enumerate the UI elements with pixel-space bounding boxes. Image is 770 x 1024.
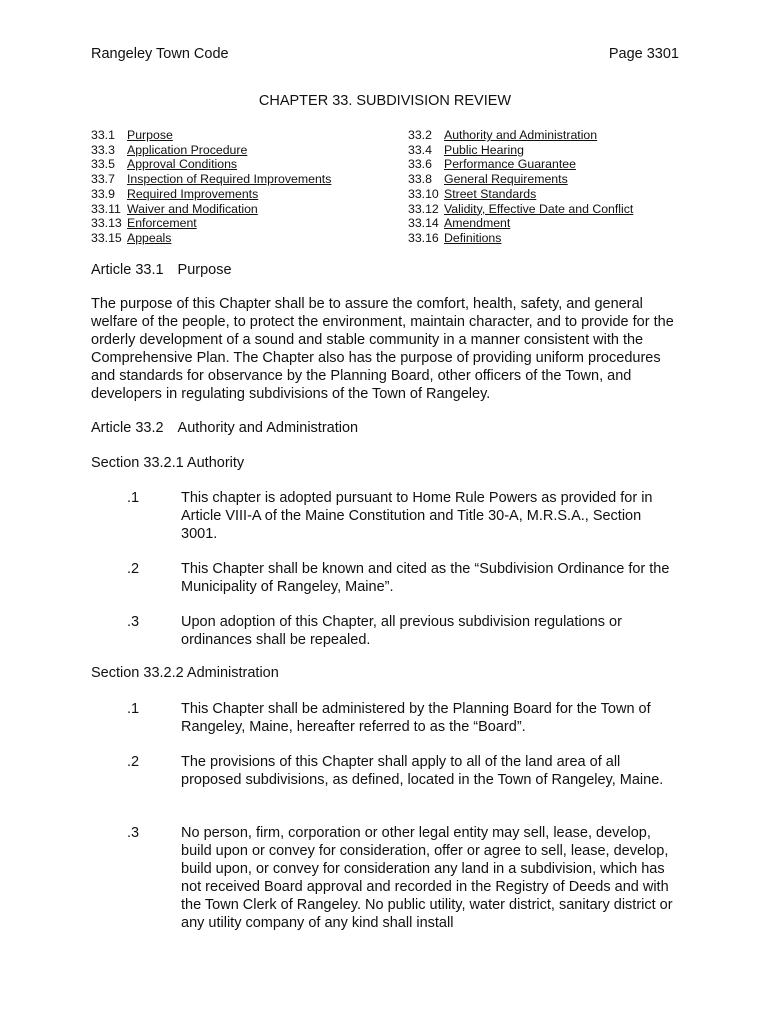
toc-link-street-standards[interactable]: Street Standards <box>444 186 537 201</box>
item-text: This Chapter shall be administered by the Planning Board for the Town of Rangeley, Maine, hereafter referred to as the “Board”. <box>181 701 651 735</box>
toc-number: 33.7 <box>91 172 115 187</box>
toc-entry <box>91 172 331 187</box>
toc-number: 33.2 <box>408 128 432 142</box>
toc-link-public-hearing[interactable]: Public Hearing <box>444 142 524 157</box>
toc-right-column <box>408 128 633 246</box>
item-text: This chapter is adopted pursuant to Home Rule Powers as provided for in Article VIII-A of the Maine Constitution and Title 30-A, M.R.S.A., Section 3001. <box>181 490 653 542</box>
toc-link-definitions[interactable]: Definitions <box>444 230 502 245</box>
toc-link-enforcement[interactable]: Enforcement <box>127 216 197 231</box>
toc-link-appeals[interactable]: Appeals <box>127 230 172 245</box>
header-page-number: Page 3301 <box>608 46 679 62</box>
item-number: .3 <box>127 614 140 630</box>
section-33-2-2-heading: Section 33.2.2 Administration <box>91 665 279 681</box>
toc-entry <box>408 143 633 158</box>
item-text: This Chapter shall be known and cited as the “Subdivision Ordinance for the Municipality of Rangeley, Maine”. <box>181 561 670 595</box>
toc-entry <box>91 143 331 158</box>
header-title: Rangeley Town Code <box>91 46 229 62</box>
toc-number: 33.1 <box>91 128 115 142</box>
toc-entry <box>408 231 633 246</box>
toc-entry <box>408 128 633 143</box>
toc-number: 33.16 <box>408 230 439 245</box>
toc-number: 33.15 <box>91 230 122 245</box>
item-number: .1 <box>127 701 140 717</box>
toc-link-inspection[interactable]: Inspection of Required Improvements <box>127 172 332 187</box>
toc-left-column <box>91 128 331 246</box>
toc-number: 33.3 <box>91 142 115 157</box>
toc-entry <box>408 187 633 202</box>
toc-number: 33.4 <box>408 142 432 157</box>
toc-link-waiver[interactable]: Waiver and Modification <box>127 201 258 216</box>
toc-number: 33.8 <box>408 172 432 187</box>
article-number: Article 33.1 <box>91 262 164 278</box>
toc-entry <box>91 128 331 143</box>
toc-entry <box>91 202 331 217</box>
chapter-title: CHAPTER 33. SUBDIVISION REVIEW <box>258 93 512 109</box>
toc-entry <box>91 157 331 172</box>
item-number: .3 <box>127 825 140 841</box>
toc-link-general-requirements[interactable]: General Requirements <box>444 172 568 187</box>
toc-link-authority[interactable]: Authority and Administration <box>444 128 598 142</box>
toc-number: 33.10 <box>408 186 439 201</box>
toc-number: 33.6 <box>408 157 432 172</box>
toc-link-validity[interactable]: Validity, Effective Date and Conflict <box>444 201 634 216</box>
item-text: No person, firm, corporation or other legal entity may sell, lease, develop, build upon or convey for consideration, offer or agree to sell, lease, develop, build upon, or convey for consideration any land in a subdivision, which has not received Board approval and recorded in the Registry of Deeds and with the Town Clerk of Rangeley. No public utility, water district, sanitary district or any utility company of any kind shall install <box>181 825 673 931</box>
item-number: .1 <box>127 490 140 506</box>
article-title: Authority and Administration <box>177 420 359 436</box>
toc-entry <box>91 187 331 202</box>
toc-link-amendment[interactable]: Amendment <box>444 216 511 231</box>
section-33-2-1-heading: Section 33.2.1 Authority <box>91 455 245 471</box>
toc-link-application-procedure[interactable]: Application Procedure <box>127 142 248 157</box>
toc-number: 33.14 <box>408 216 439 231</box>
toc-number: 33.9 <box>91 186 115 201</box>
article-33-2-heading <box>91 420 358 436</box>
item-number: .2 <box>127 754 140 770</box>
toc-number: 33.13 <box>91 216 122 231</box>
item-text: Upon adoption of this Chapter, all previous subdivision regulations or ordinances shall be repealed. <box>181 614 622 648</box>
page-header <box>91 46 679 62</box>
article-33-1-heading <box>91 262 232 278</box>
toc-entry <box>408 172 633 187</box>
toc-link-performance-guarantee[interactable]: Performance Guarantee <box>444 157 576 172</box>
purpose-paragraph: The purpose of this Chapter shall be to assure the comfort, health, safety, and general welfare of the people, to protect the environment, maintain character, and to provide for the orderly development of a sound and stable community in a manner consistent with the Comprehensive Plan. The Chapter also has the purpose of providing uniform procedures and standards for observance by the Planning Board, other officers of the Town, and developers in regulating subdivisions of the Town of Rangeley. <box>91 296 674 402</box>
toc-entry <box>91 231 331 246</box>
article-number: Article 33.2 <box>91 420 164 436</box>
item-number: .2 <box>127 561 140 577</box>
toc-number: 33.11 <box>91 201 121 216</box>
toc-entry <box>91 216 331 231</box>
toc-link-purpose[interactable]: Purpose <box>127 128 173 142</box>
article-title: Purpose <box>177 262 232 278</box>
toc-entry <box>408 202 633 217</box>
item-text: The provisions of this Chapter shall apply to all of the land area of all proposed subdivisions, as defined, located in the Town of Rangeley, Maine. <box>181 754 664 788</box>
toc-entry <box>408 216 633 231</box>
toc-number: 33.5 <box>91 157 115 172</box>
toc-entry <box>408 157 633 172</box>
toc-number: 33.12 <box>408 201 439 216</box>
toc-link-required-improvements[interactable]: Required Improvements <box>127 186 259 201</box>
toc-link-approval-conditions[interactable]: Approval Conditions <box>127 157 238 172</box>
